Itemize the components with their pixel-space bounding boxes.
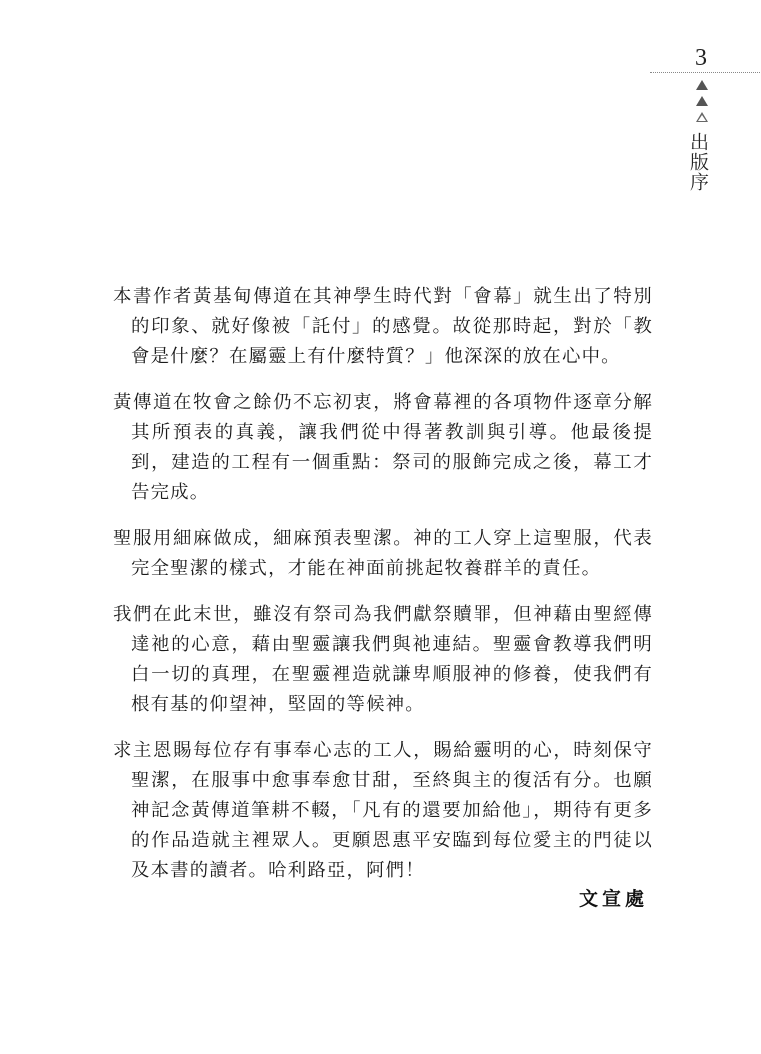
paragraph: 聖服用細麻做成，細麻預表聖潔。神的工人穿上這聖服，代表完全聖潔的樣式，才能在神面前挑起牧養群羊的責任。	[113, 528, 653, 579]
paragraph: 本書作者黃基甸傳道在其神學生時代對「會幕」就生出了特別的印象、就好像被「託付」的感覺。故從那時起，對於「教會是什麼？在屬靈上有什麼特質？」他深深的放在心中。	[113, 286, 653, 367]
header-divider	[650, 72, 760, 73]
triangle-solid-icon	[696, 80, 708, 90]
signature: 文宣處	[578, 888, 648, 910]
paragraph: 黃傳道在牧會之餘仍不忘初衷，將會幕裡的各項物件逐章分解其所預表的真義，讓我們從中得著教訓與引導。他最後提到，建造的工程有一個重點：祭司的服飾完成之後，幕工才告完成。	[113, 392, 653, 503]
paragraph: 求主恩賜每位存有事奉心志的工人，賜給靈明的心，時刻保守聖潔，在服事中愈事奉愈甘甜，至終與主的復活有分。也願神記念黃傳道筆耕不輟，「凡有的還要加給他」，期待有更多的作品造就主裡眾人。更願恩惠平安臨到每位愛主的門徒以及本書的讀者。哈利路亞，阿們！	[113, 740, 653, 881]
body-text	[113, 282, 653, 902]
triangle-outline-icon	[696, 112, 708, 122]
triangle-solid-icon	[696, 96, 708, 106]
page-number: 3	[695, 45, 707, 71]
section-title: 出版序	[687, 132, 709, 192]
section-marker	[692, 78, 712, 126]
paragraph: 我們在此末世，雖沒有祭司為我們獻祭贖罪，但神藉由聖經傳達祂的心意，藉由聖靈讓我們與祂連結。聖靈會教導我們明白一切的真理，在聖靈裡造就謙卑順服神的修養，使我們有根有基的仰望神，堅固的等候神。	[113, 604, 653, 715]
